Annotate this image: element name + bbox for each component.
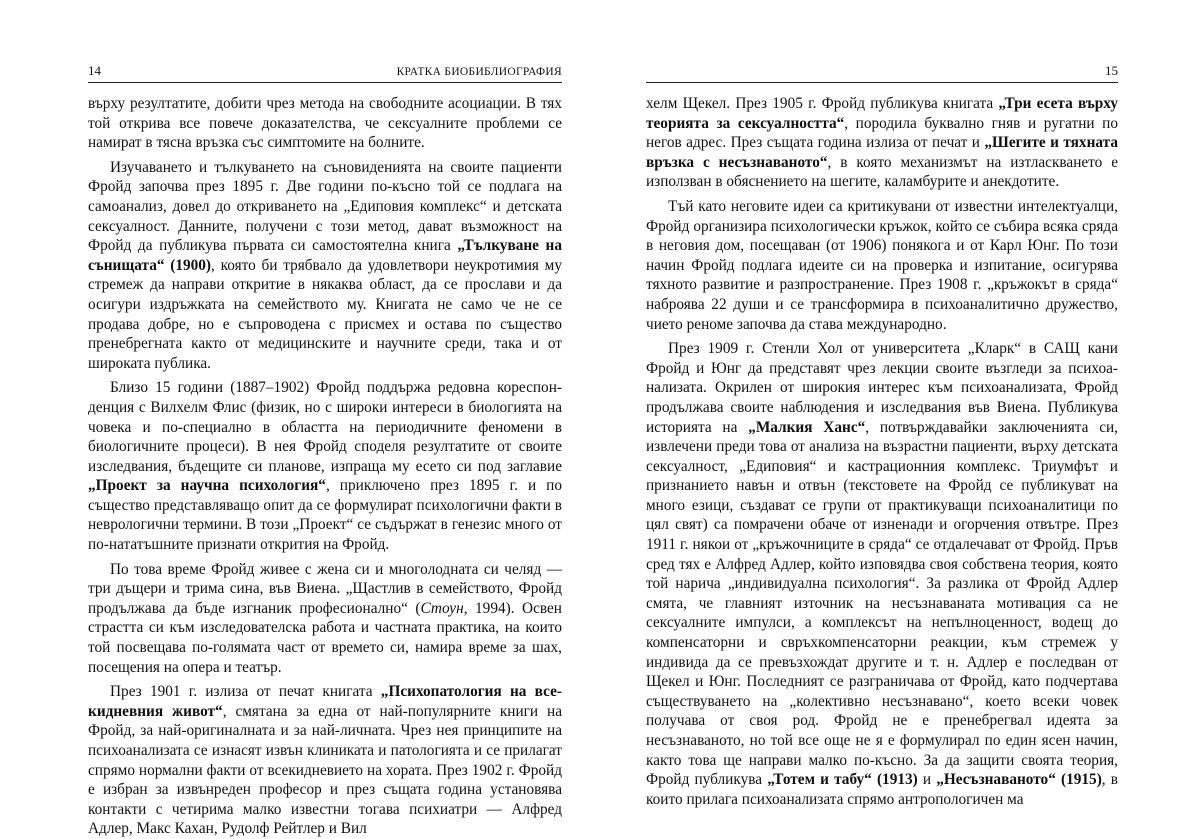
text-run: , приключено през 1895 г. и по същество представляващо опит да се формулират психологични факти в неврологични термини. В този „Проект“ се съдържат в генезис много от по-нататъшните признати открития на Фройд. <box>88 477 562 554</box>
paragraph <box>88 94 562 153</box>
text-run: Близо 15 години (1887–1902) Фройд поддържа редовна кореспонденция с Вилхелм Флис (физик, но с широки интереси в биологията на човека и по-специално в областта на периодичните феномени в биологичните процеси). В нея Фройд споделя резултатите от своите изследвания, бъдещите си планове, изпраща му есето си под заглавие <box>88 379 562 475</box>
paragraph <box>88 560 562 678</box>
text-run: и <box>917 771 937 789</box>
bold-title: „Три есета върху теорията за сексуалността“ <box>646 95 1118 132</box>
paragraph <box>88 378 562 554</box>
text-run: Изучаването и тълкуването на съновиденията на своите пациенти Фройд започва през 1895 г. Две години по-късно той се подлага на самоанализ, довел до откриването на „Едиповия комплекс“ и детската сексуалност. Данните, получени с този метод, дават възможност на Фройд да публикува първата си самостоятелна книга <box>88 158 562 255</box>
text-run: По това време Фройд живее с жена си и многолодната си челяд — три дъщери и трима сина, във Виена. „Щастлив в семейството, Фройд продължава да бъде изгнаник професионално“ ( <box>88 560 562 617</box>
text-run: , която би трябвало да удовлетвори неукротимия му стремеж да направи откритие в някаква област, да се прослави и да осигури издръжката на семейството му. Книгата не само че не се продава добре, но е съпроводена с присмех и остава по същество пренебрегната както от медицинските и научните среди, така и от широката публика. <box>88 256 562 372</box>
bold-title: „Психопатология на всекидневния живот“ <box>88 683 562 720</box>
bold-title: „Шегите и тяхната връзка с несъзнаваното“ <box>646 134 1118 171</box>
bold-title: „Несъзнаваното“ (1915) <box>936 771 1102 789</box>
text-run: , 1994). Освен страстта си към изследователска работа и частната практика, на които той посвещава по-голямата част от времето си, намира време за шах, посещения на опера и театър. <box>88 599 562 676</box>
right-page-header <box>646 62 1118 80</box>
text-run: През 1909 г. Стенли Хол от университета „Кларк“ в САЩ кани Фройд и Юнг да представят чрез лекции своите възгледи за психоанализата. Окрилен от широкия интерес към психоанализата, Фройд продължава своите наблюдения и изследвания във Виена. Публикува историята на <box>646 340 1118 436</box>
paragraph <box>646 339 1118 809</box>
left-page-header <box>88 62 562 80</box>
text-run: , потвърждавайки заключенията си, извлечени преди това от анализа на възрастни пациенти, върху детската сексуалност, „Едиповия“ и кастрационния комплекс. Триумфът и признанието навън и отвън (текстовете на Фройд се публикуват на много езици, създават се групи от практикуващи психоаналитици по цял свят) са помрачени обаче от изненади и огорчения отвътре. През 1911 г. някои от „кръжочниците в сряда“ се отдалечават от Фройд. Пръв сред тях е Алфред Адлер, който изповядва своя собствена теория, която той нарича „индивидуална психология“. За разлика от Фройд Адлер смята, че главният източник на несъзнаваната мотивация са не сексуалните импулси, а комплексът на непълноценност, водещ до компенсаторни и свръхкомпенсаторни реакции, към стремеж у индивида да се превъзхождат другите и т. н. Адлер е последван от Щекел и Юнг. Последният се разграничава от Фройд, като подчертава съществуването на „колективно несъзнавано“, което всеки човек получава от своя род. Фройд не е пренебрегвал идеята за несъзнаваното, но той все още не я е формулирал по един ясен начин, както това ще направи малко по-късно. За да защити своята теория, Фройд публикува <box>646 418 1118 789</box>
bold-title: „Тълкуване на сънищата“ (1900) <box>88 237 562 274</box>
text-run: През 1901 г. излиза от печат книгата <box>110 683 381 701</box>
text-run: , в които прилага психоанализата спрямо антропологичен ма <box>646 771 1118 808</box>
text-run: върху резултатите, добити чрез метода на свободните асоциации. В тях той открива все повече доказателства, че сексуалните проблеми се намират в тясна връзка със симптомите на болните. <box>88 95 562 152</box>
bold-title: „Проект за научна психология“ <box>88 477 326 495</box>
text-run: , в която механизмът на изтласкването е използван в обяснението на шегите, каламбурите и анекдотите. <box>646 153 1119 191</box>
text-run: , смятана за една от най-популярните книги на Фройд, за най-оригиналната и за най-личната. Чрез нея принципите на психоанализата се изнасят извън клиниката и патологията и се прилагат спрямо нормални факти от всекидневието на хората. През 1902 г. Фройд е избран за извънреден професор и през същата година установява контакти с четирима малко известни тогава психиатри — Алфред Адлер, Макс Кахан, Рудолф Рейтлер и Вил <box>88 702 562 838</box>
right-page-body <box>646 94 1118 809</box>
right-page-number: 15 <box>1105 63 1118 78</box>
running-head: КРАТКА БИОБИБЛИОГРАФИЯ <box>396 66 562 78</box>
paragraph <box>646 94 1118 192</box>
right-page <box>646 0 1118 806</box>
left-header-rule <box>88 82 562 83</box>
text-run: , породила буквално гняв и ругатни по негов адрес. През същата година излиза от печат и <box>646 114 1118 152</box>
paragraph <box>646 197 1118 334</box>
right-header-rule <box>646 82 1118 83</box>
left-page-number: 14 <box>88 63 101 78</box>
italic-citation: Стоун <box>420 599 464 617</box>
bold-title: „Малкия Ханс“ <box>748 418 866 436</box>
bold-title: „Тотем и табу“ (1913) <box>767 771 918 789</box>
left-page <box>88 0 562 838</box>
text-run: Тъй като неговите идеи са критикувани от известни интелектуалци, Фройд организира психологически кръжок, който се събира всяка сряда в неговия дом, посещаван (от 1906) понякога и от Карл Юнг. По този начин Фройд подлага идеите си на проверка и изпитание, осигурява тяхното развитие и разпространение. През 1908 г. „кръжокът в сряда“ наброява 22 души и се трансформира в психоаналитично дружество, чието реноме започва да става международно. <box>646 197 1118 333</box>
text-run: хелм Щекел. През 1905 г. Фройд публикува книгата <box>646 95 999 112</box>
paragraph <box>88 682 562 839</box>
paragraph <box>88 158 562 374</box>
left-page-body <box>88 94 562 839</box>
